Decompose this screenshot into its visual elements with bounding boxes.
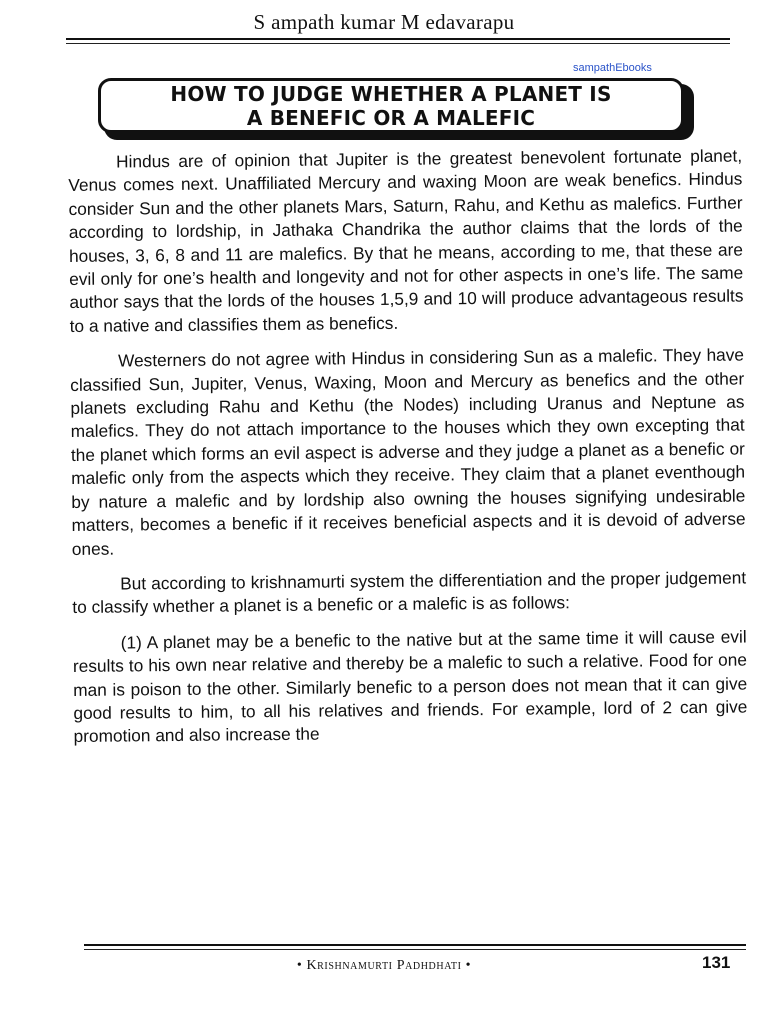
footer-rule-thin (84, 949, 746, 950)
chapter-title-line-1: HOW TO JUDGE WHETHER A PLANET IS (170, 81, 612, 106)
running-head: S ampath kumar M edavarapu (253, 10, 515, 34)
paragraph: But according to krishnamurti system the differentiation and the proper judgement to classify whether a planet is a benefic or a malefic is as follows: (72, 567, 747, 618)
header-rule-thin (66, 43, 730, 44)
paragraph: Hindus are of opinion that Jupiter is the greatest benevolent fortunate planet, Venus comes next. Unaffiliated Mercury and waxing Moon are weak benefics. Hindus consider Sun and the other planets Mars, Saturn, Rahu, and Kethu as malefics. Further according to lordship, in Jathaka Chandrika the author claims that the lords of the houses, 3, 6, 8 and 11 are malefics. By that he means, according to me, that these are evil only for one’s health and longevity and not for other aspects in one’s life. The same author says that the lords of the houses 1,5,9 and 10 will produce advantageous results to a native and classifies them as benefics. (68, 145, 744, 336)
watermark-text: sampathEbooks (573, 62, 652, 74)
header-rule-thick (66, 38, 730, 40)
chapter-title-box (98, 78, 684, 133)
paragraph: Westerners do not agree with Hindus in considering Sun as a malefic. They have classified Sun, Jupiter, Venus, Waxing, Moon and Mercury as benefics and the other planets excluding Rahu and Kethu (the Nodes) including Uranus and Neptune as malefics. They do not attach importance to the houses which they own excepting that the planet which forms an evil aspect is adverse and they judge a planet as a benefic or malefic only from the aspects which they receive. They claim that a planet eventhough by nature a malefic and by lordship also owning the houses signifying undesirable matters, becomes a benefic if it receives beneficial aspects and it is devoid of adverse ones. (70, 344, 746, 559)
chapter-title-line-2: A BENEFIC OR A MALEFIC (246, 105, 536, 130)
footer-rule-thick (84, 944, 746, 946)
paragraph: (1) A planet may be a benefic to the native but at the same time it will cause evil results to his own near relative and thereby be a malefic to such a relative. Food for one man is poison to the other. Similarly benefic to a person does not mean that it can give good results to him, to all his relatives and friends. For example, lord of 2 can give promotion and also increase the (72, 626, 748, 747)
body-text (68, 145, 748, 749)
book-title-footer: • Krishnamurti Padhdhati • (296, 958, 472, 973)
page-number: 131 (702, 953, 731, 972)
